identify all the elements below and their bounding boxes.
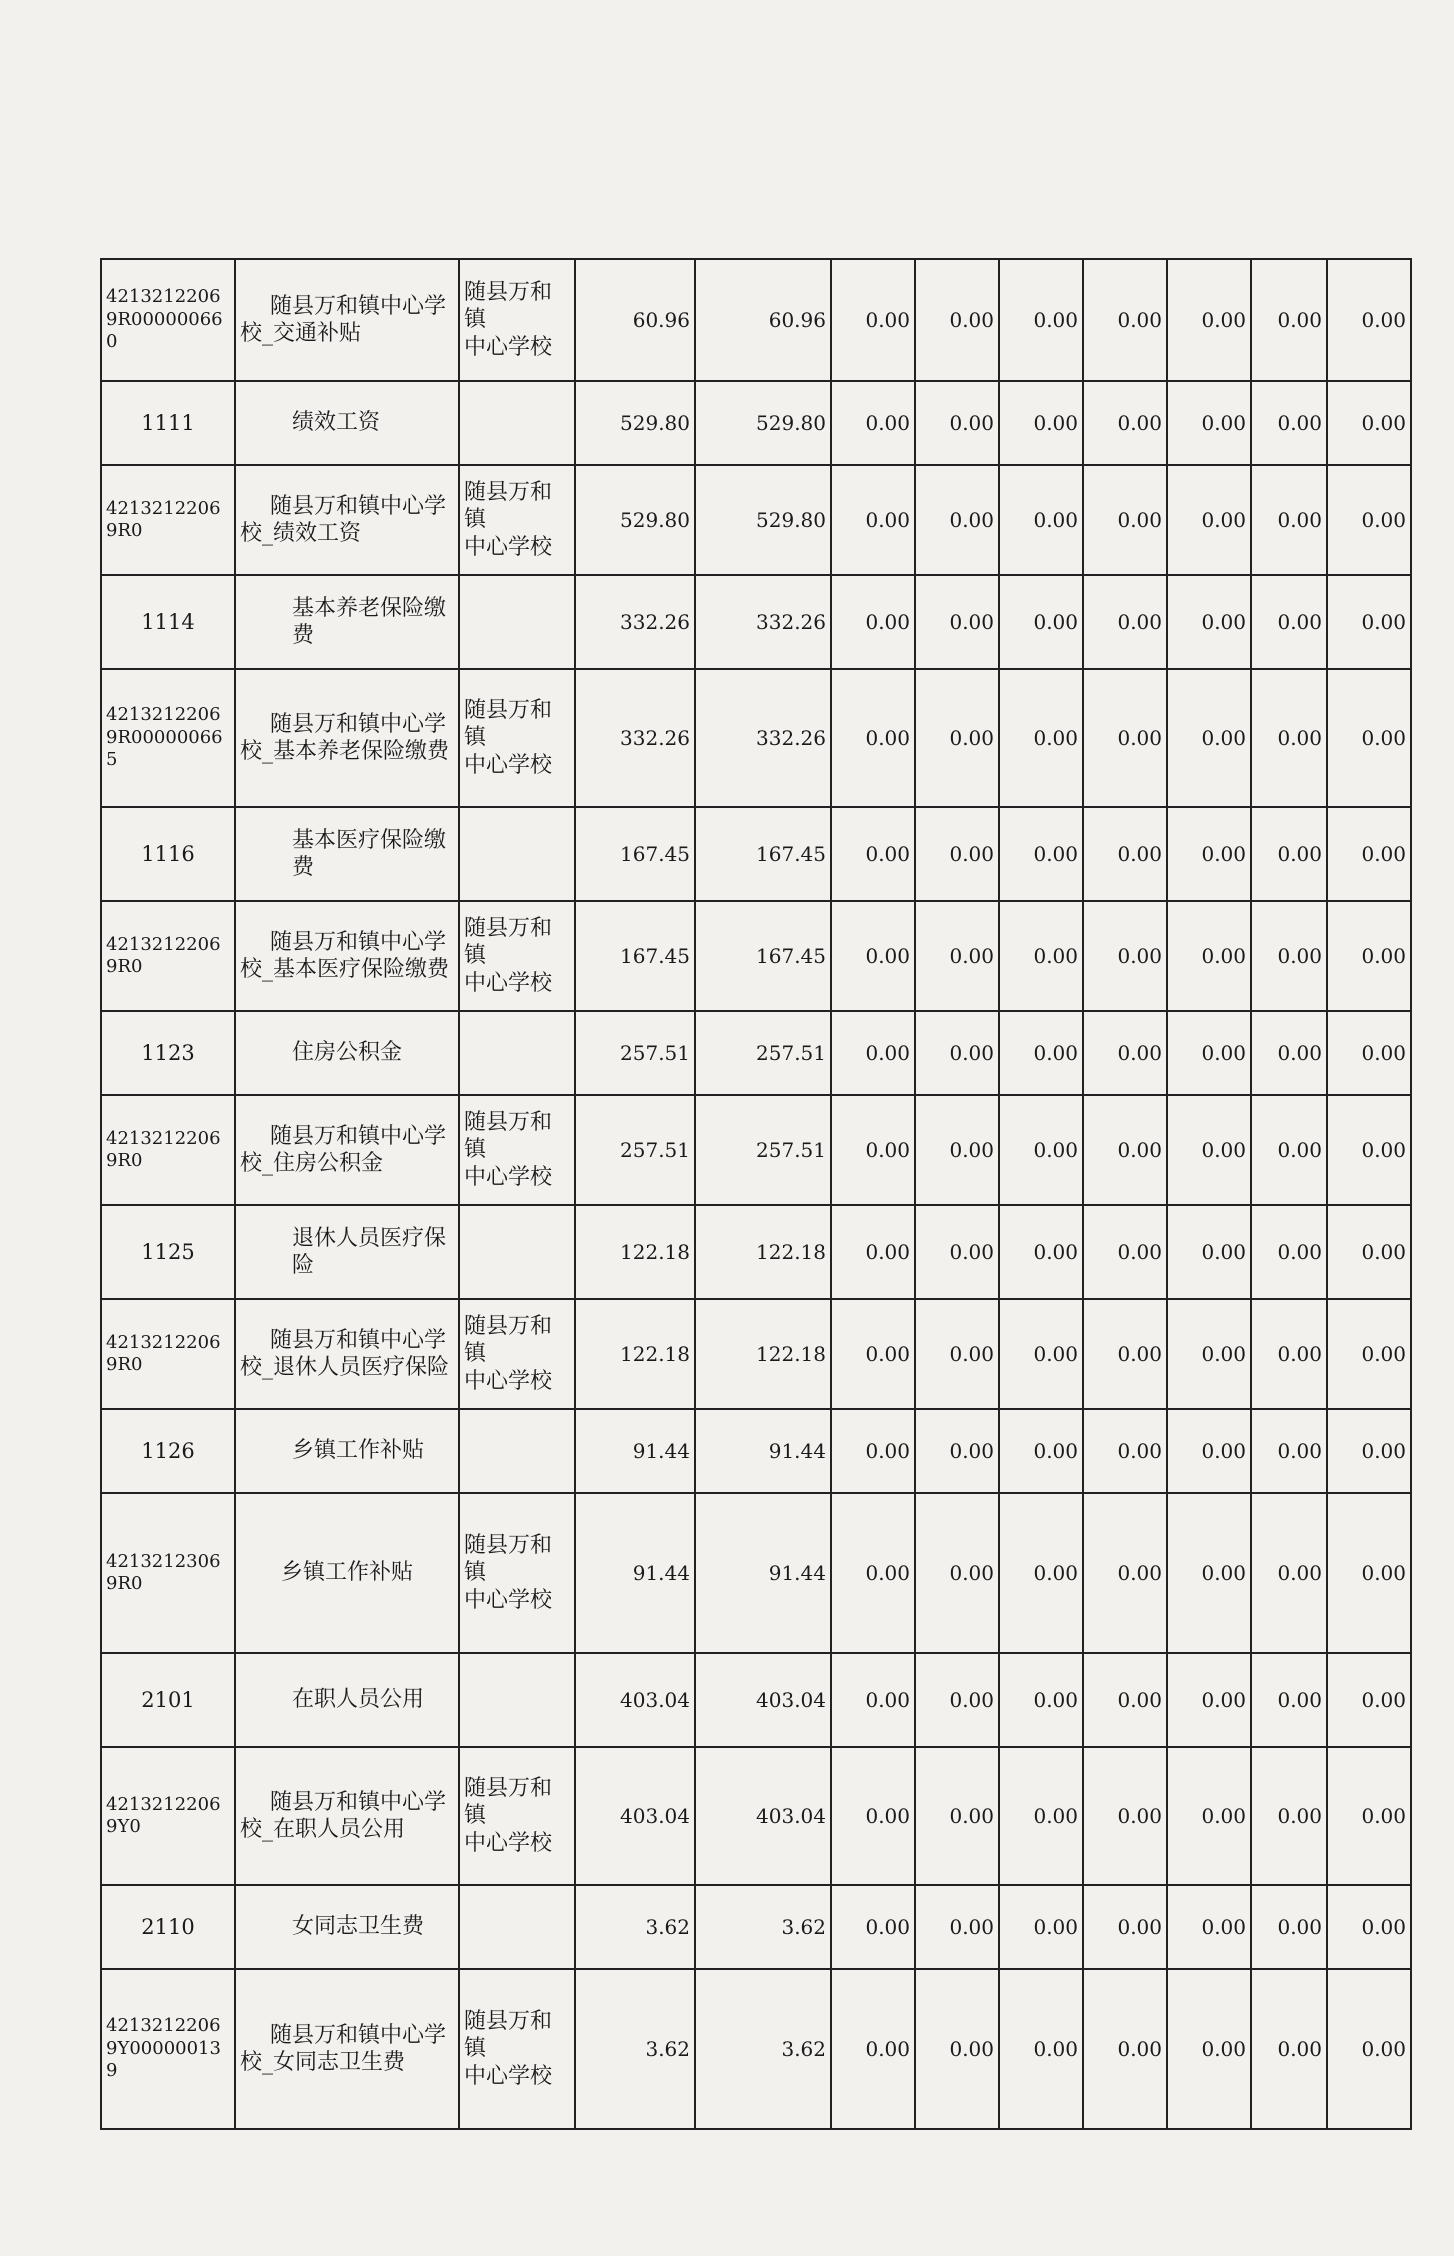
amount-cell: 0.00 (915, 1653, 999, 1747)
item-code: 42132122069R0 (101, 1299, 235, 1409)
amount-cell: 91.44 (575, 1493, 695, 1653)
amount-cell: 0.00 (831, 807, 915, 901)
amount-cell: 0.00 (831, 1885, 915, 1969)
amount-cell: 0.00 (1327, 259, 1411, 381)
amount-cell: 0.00 (999, 465, 1083, 575)
item-code: 42132122069R0 (101, 901, 235, 1011)
amount-cell: 0.00 (1251, 381, 1327, 465)
amount-cell: 332.26 (575, 575, 695, 669)
item-code: 42132122069Y000000139 (101, 1969, 235, 2129)
unit-name (459, 1653, 575, 1747)
amount-cell: 0.00 (831, 381, 915, 465)
amount-cell: 403.04 (695, 1653, 831, 1747)
amount-cell: 0.00 (1083, 1095, 1167, 1205)
amount-cell: 0.00 (1251, 1299, 1327, 1409)
amount-cell: 332.26 (695, 575, 831, 669)
item-code: 2101 (101, 1653, 235, 1747)
amount-cell: 403.04 (695, 1747, 831, 1885)
amount-cell: 91.44 (575, 1409, 695, 1493)
amount-cell: 0.00 (999, 669, 1083, 807)
amount-cell: 0.00 (831, 1299, 915, 1409)
amount-cell: 167.45 (575, 807, 695, 901)
amount-cell: 0.00 (1251, 669, 1327, 807)
table-row (101, 465, 1411, 575)
amount-cell: 0.00 (1327, 669, 1411, 807)
amount-cell: 529.80 (575, 465, 695, 575)
amount-cell: 0.00 (1327, 1095, 1411, 1205)
amount-cell: 0.00 (915, 575, 999, 669)
amount-cell: 0.00 (1251, 1885, 1327, 1969)
amount-cell: 0.00 (831, 575, 915, 669)
table-row (101, 1493, 1411, 1653)
amount-cell: 0.00 (1251, 1653, 1327, 1747)
amount-cell: 0.00 (1327, 1299, 1411, 1409)
amount-cell: 91.44 (695, 1409, 831, 1493)
item-code: 42132123069R0 (101, 1493, 235, 1653)
amount-cell: 0.00 (915, 1409, 999, 1493)
amount-cell: 3.62 (695, 1969, 831, 2129)
amount-cell: 0.00 (1167, 1011, 1251, 1095)
unit-name: 随县万和镇 中心学校 (459, 901, 575, 1011)
item-name: 住房公积金 (235, 1011, 459, 1095)
amount-cell: 0.00 (1251, 465, 1327, 575)
amount-cell: 0.00 (1083, 1969, 1167, 2129)
amount-cell: 0.00 (915, 465, 999, 575)
amount-cell: 0.00 (1251, 1095, 1327, 1205)
amount-cell: 167.45 (695, 901, 831, 1011)
amount-cell: 257.51 (575, 1011, 695, 1095)
table-row (101, 1653, 1411, 1747)
amount-cell: 0.00 (1167, 1409, 1251, 1493)
amount-cell: 257.51 (575, 1095, 695, 1205)
amount-cell: 60.96 (695, 259, 831, 381)
unit-name: 随县万和镇 中心学校 (459, 1747, 575, 1885)
amount-cell: 3.62 (695, 1885, 831, 1969)
unit-name (459, 575, 575, 669)
item-code: 2110 (101, 1885, 235, 1969)
amount-cell: 0.00 (831, 465, 915, 575)
amount-cell: 0.00 (915, 381, 999, 465)
amount-cell: 0.00 (999, 1969, 1083, 2129)
amount-cell: 3.62 (575, 1885, 695, 1969)
amount-cell: 3.62 (575, 1969, 695, 2129)
amount-cell: 0.00 (1083, 1205, 1167, 1299)
amount-cell: 60.96 (575, 259, 695, 381)
amount-cell: 0.00 (1167, 1205, 1251, 1299)
item-code: 42132122069R000000665 (101, 669, 235, 807)
amount-cell: 0.00 (1167, 575, 1251, 669)
unit-name: 随县万和镇 中心学校 (459, 1095, 575, 1205)
amount-cell: 0.00 (1251, 1969, 1327, 2129)
amount-cell: 403.04 (575, 1747, 695, 1885)
item-name: 随县万和镇中心学 校_基本养老保险缴费 (235, 669, 459, 807)
unit-name (459, 1885, 575, 1969)
item-name: 退休人员医疗保险 (235, 1205, 459, 1299)
amount-cell: 0.00 (1083, 1299, 1167, 1409)
amount-cell: 0.00 (1327, 1205, 1411, 1299)
amount-cell: 0.00 (999, 1747, 1083, 1885)
amount-cell: 0.00 (915, 1299, 999, 1409)
unit-name: 随县万和镇 中心学校 (459, 1969, 575, 2129)
amount-cell: 0.00 (831, 1409, 915, 1493)
amount-cell: 0.00 (1251, 1011, 1327, 1095)
unit-name (459, 1409, 575, 1493)
amount-cell: 0.00 (1251, 259, 1327, 381)
amount-cell: 167.45 (575, 901, 695, 1011)
amount-cell: 167.45 (695, 807, 831, 901)
amount-cell: 0.00 (915, 1747, 999, 1885)
amount-cell: 0.00 (999, 1095, 1083, 1205)
amount-cell: 0.00 (1083, 381, 1167, 465)
amount-cell: 0.00 (1327, 1011, 1411, 1095)
amount-cell: 0.00 (1327, 1409, 1411, 1493)
amount-cell: 0.00 (1327, 1969, 1411, 2129)
amount-cell: 0.00 (1083, 575, 1167, 669)
item-name: 随县万和镇中心学 校_基本医疗保险缴费 (235, 901, 459, 1011)
amount-cell: 332.26 (575, 669, 695, 807)
amount-cell: 0.00 (999, 807, 1083, 901)
table-row (101, 1299, 1411, 1409)
item-name: 绩效工资 (235, 381, 459, 465)
item-code: 1123 (101, 1011, 235, 1095)
amount-cell: 0.00 (1167, 381, 1251, 465)
amount-cell: 0.00 (1083, 1011, 1167, 1095)
amount-cell: 0.00 (1083, 1409, 1167, 1493)
table-row (101, 259, 1411, 381)
amount-cell: 0.00 (831, 1747, 915, 1885)
amount-cell: 0.00 (915, 259, 999, 381)
amount-cell: 0.00 (999, 1493, 1083, 1653)
amount-cell: 257.51 (695, 1095, 831, 1205)
unit-name: 随县万和镇 中心学校 (459, 465, 575, 575)
item-code: 42132122069Y0 (101, 1747, 235, 1885)
amount-cell: 529.80 (695, 465, 831, 575)
amount-cell: 0.00 (915, 1205, 999, 1299)
amount-cell: 122.18 (575, 1299, 695, 1409)
amount-cell: 0.00 (1327, 381, 1411, 465)
amount-cell: 0.00 (1327, 465, 1411, 575)
amount-cell: 0.00 (915, 901, 999, 1011)
table-row (101, 381, 1411, 465)
amount-cell: 0.00 (831, 669, 915, 807)
amount-cell: 0.00 (915, 1885, 999, 1969)
amount-cell: 0.00 (831, 259, 915, 381)
item-code: 1116 (101, 807, 235, 901)
item-name: 在职人员公用 (235, 1653, 459, 1747)
unit-name: 随县万和镇 中心学校 (459, 669, 575, 807)
amount-cell: 0.00 (915, 1011, 999, 1095)
item-code: 1114 (101, 575, 235, 669)
amount-cell: 403.04 (575, 1653, 695, 1747)
amount-cell: 0.00 (999, 1011, 1083, 1095)
amount-cell: 0.00 (1327, 1493, 1411, 1653)
table-row (101, 1011, 1411, 1095)
amount-cell: 0.00 (1251, 1493, 1327, 1653)
item-name: 随县万和镇中心学 校_女同志卫生费 (235, 1969, 459, 2129)
item-name: 随县万和镇中心学 校_交通补贴 (235, 259, 459, 381)
amount-cell: 0.00 (1083, 1885, 1167, 1969)
table-row (101, 1095, 1411, 1205)
item-name: 基本医疗保险缴费 (235, 807, 459, 901)
amount-cell: 0.00 (1083, 1493, 1167, 1653)
unit-name (459, 1011, 575, 1095)
amount-cell: 0.00 (1251, 807, 1327, 901)
amount-cell: 0.00 (1083, 901, 1167, 1011)
amount-cell: 0.00 (831, 1969, 915, 2129)
table-row (101, 1747, 1411, 1885)
item-code: 1125 (101, 1205, 235, 1299)
amount-cell: 0.00 (999, 901, 1083, 1011)
amount-cell: 0.00 (1251, 1205, 1327, 1299)
amount-cell: 0.00 (1083, 807, 1167, 901)
amount-cell: 0.00 (1167, 259, 1251, 381)
amount-cell: 0.00 (1167, 1969, 1251, 2129)
table-row (101, 1205, 1411, 1299)
amount-cell: 0.00 (999, 1653, 1083, 1747)
item-code: 1111 (101, 381, 235, 465)
amount-cell: 122.18 (695, 1299, 831, 1409)
budget-table (100, 258, 1412, 2130)
unit-name (459, 1205, 575, 1299)
item-name: 随县万和镇中心学 校_住房公积金 (235, 1095, 459, 1205)
table-row (101, 575, 1411, 669)
amount-cell: 0.00 (1327, 1747, 1411, 1885)
amount-cell: 0.00 (1083, 1747, 1167, 1885)
item-name: 随县万和镇中心学 校_在职人员公用 (235, 1747, 459, 1885)
unit-name: 随县万和镇 中心学校 (459, 1299, 575, 1409)
table-row (101, 807, 1411, 901)
item-code: 42132122069R000000660 (101, 259, 235, 381)
table-row (101, 901, 1411, 1011)
amount-cell: 0.00 (1167, 1653, 1251, 1747)
amount-cell: 529.80 (695, 381, 831, 465)
amount-cell: 0.00 (1327, 575, 1411, 669)
item-name: 随县万和镇中心学 校_绩效工资 (235, 465, 459, 575)
table-row (101, 1969, 1411, 2129)
table-row (101, 1409, 1411, 1493)
amount-cell: 122.18 (575, 1205, 695, 1299)
amount-cell: 0.00 (831, 901, 915, 1011)
amount-cell: 0.00 (915, 1095, 999, 1205)
amount-cell: 0.00 (1251, 1747, 1327, 1885)
item-name: 基本养老保险缴费 (235, 575, 459, 669)
amount-cell: 0.00 (1167, 807, 1251, 901)
item-name: 随县万和镇中心学 校_退休人员医疗保险 (235, 1299, 459, 1409)
amount-cell: 0.00 (831, 1653, 915, 1747)
amount-cell: 0.00 (831, 1011, 915, 1095)
amount-cell: 0.00 (999, 1885, 1083, 1969)
amount-cell: 0.00 (999, 1299, 1083, 1409)
amount-cell: 0.00 (1327, 1653, 1411, 1747)
amount-cell: 0.00 (999, 259, 1083, 381)
amount-cell: 0.00 (1167, 465, 1251, 575)
unit-name (459, 807, 575, 901)
amount-cell: 0.00 (1327, 901, 1411, 1011)
amount-cell: 332.26 (695, 669, 831, 807)
amount-cell: 0.00 (1083, 669, 1167, 807)
amount-cell: 0.00 (999, 1205, 1083, 1299)
amount-cell: 0.00 (1167, 1095, 1251, 1205)
table-row (101, 1885, 1411, 1969)
item-name: 乡镇工作补贴 (235, 1409, 459, 1493)
item-name: 女同志卫生费 (235, 1885, 459, 1969)
amount-cell: 0.00 (1167, 901, 1251, 1011)
item-code: 1126 (101, 1409, 235, 1493)
amount-cell: 0.00 (915, 1969, 999, 2129)
amount-cell: 0.00 (999, 575, 1083, 669)
item-name: 乡镇工作补贴 (235, 1493, 459, 1653)
amount-cell: 0.00 (831, 1095, 915, 1205)
amount-cell: 0.00 (1327, 807, 1411, 901)
amount-cell: 0.00 (1327, 1885, 1411, 1969)
amount-cell: 0.00 (915, 1493, 999, 1653)
unit-name (459, 381, 575, 465)
amount-cell: 0.00 (831, 1493, 915, 1653)
table-row (101, 669, 1411, 807)
amount-cell: 0.00 (1083, 465, 1167, 575)
amount-cell: 0.00 (999, 381, 1083, 465)
amount-cell: 0.00 (1083, 1653, 1167, 1747)
amount-cell: 0.00 (915, 669, 999, 807)
amount-cell: 0.00 (915, 807, 999, 901)
amount-cell: 0.00 (1251, 575, 1327, 669)
amount-cell: 0.00 (1083, 259, 1167, 381)
amount-cell: 0.00 (1167, 1299, 1251, 1409)
amount-cell: 0.00 (1167, 1747, 1251, 1885)
amount-cell: 122.18 (695, 1205, 831, 1299)
amount-cell: 0.00 (1167, 1493, 1251, 1653)
amount-cell: 0.00 (1167, 669, 1251, 807)
amount-cell: 257.51 (695, 1011, 831, 1095)
amount-cell: 0.00 (1251, 1409, 1327, 1493)
amount-cell: 0.00 (1251, 901, 1327, 1011)
unit-name: 随县万和镇 中心学校 (459, 1493, 575, 1653)
amount-cell: 0.00 (999, 1409, 1083, 1493)
item-code: 42132122069R0 (101, 1095, 235, 1205)
item-code: 42132122069R0 (101, 465, 235, 575)
amount-cell: 0.00 (1167, 1885, 1251, 1969)
amount-cell: 0.00 (831, 1205, 915, 1299)
amount-cell: 529.80 (575, 381, 695, 465)
amount-cell: 91.44 (695, 1493, 831, 1653)
unit-name: 随县万和镇 中心学校 (459, 259, 575, 381)
